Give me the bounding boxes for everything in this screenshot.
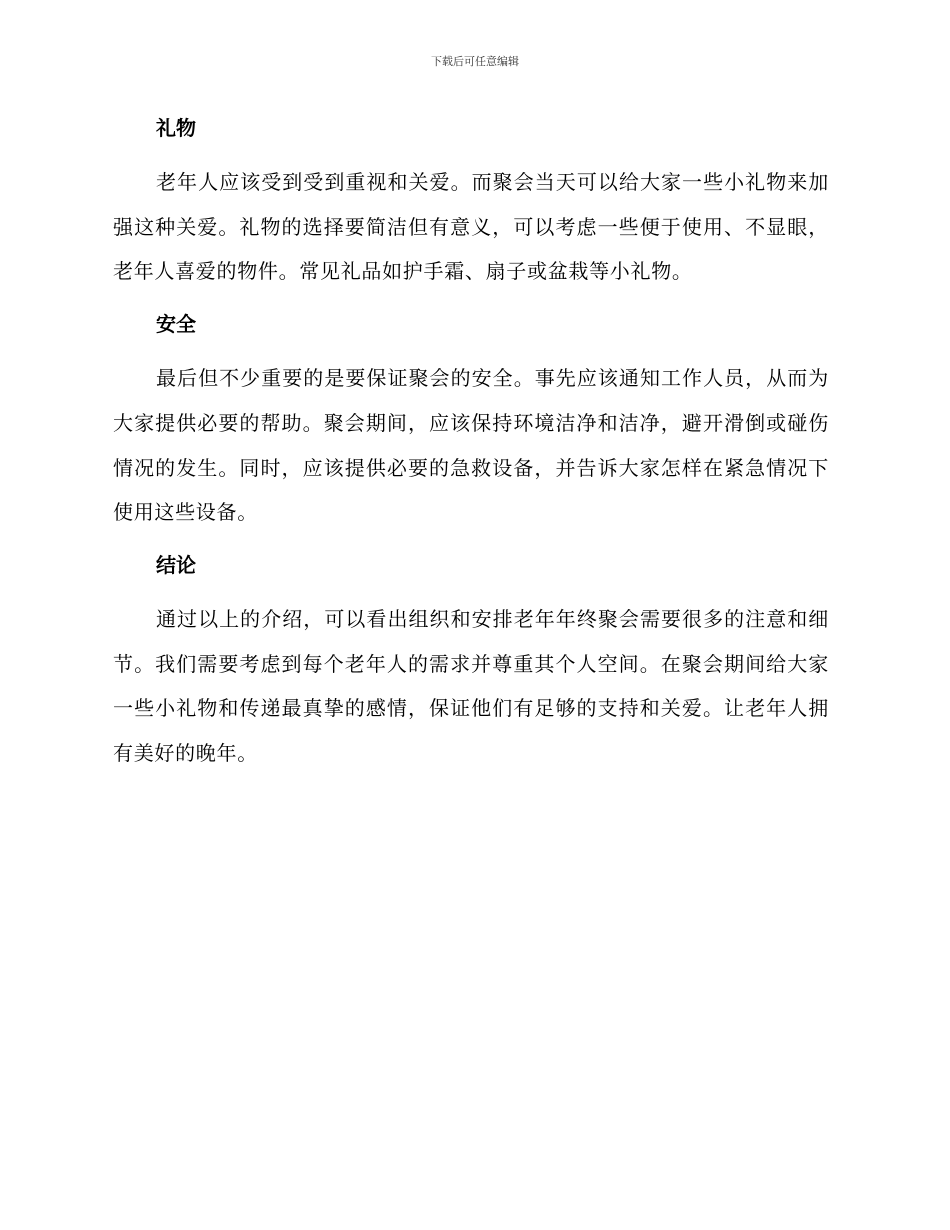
section-paragraph-safety: 最后但不少重要的是要保证聚会的安全。事先应该通知工作人员，从而为大家提供必要的帮助。聚会期间，应该保持环境洁净和洁净，避开滑倒或碰伤情况的发生。同时，应该提供必要的急救设备，并告诉大家怎样在紧急情况下使用这些设备。 [113, 366, 829, 525]
section-heading-conclusion: 结论 [156, 552, 196, 577]
section-heading-safety: 安全 [156, 312, 196, 337]
section-paragraph-gifts: 老年人应该受到受到重视和关爱。而聚会当天可以给大家一些小礼物来加强这种关爱。礼物的选择要简洁但有意义，可以考虑一些便于使用、不显眼，老年人喜爱的物件。常见礼品如护手霜、扇子或盆栽等小礼物。 [113, 170, 829, 284]
header-note: 下载后可任意编辑 [431, 55, 519, 68]
section-heading-gifts: 礼物 [156, 116, 196, 140]
section-paragraph-conclusion: 通过以上的介绍，可以看出组织和安排老年年终聚会需要很多的注意和细节。我们需要考虑到每个老年人的需求并尊重其个人空间。在聚会期间给大家一些小礼物和传递最真挚的感情，保证他们有足够的支持和关爱。让老年人拥有美好的晚年。 [113, 606, 829, 766]
document-body [113, 108, 829, 776]
